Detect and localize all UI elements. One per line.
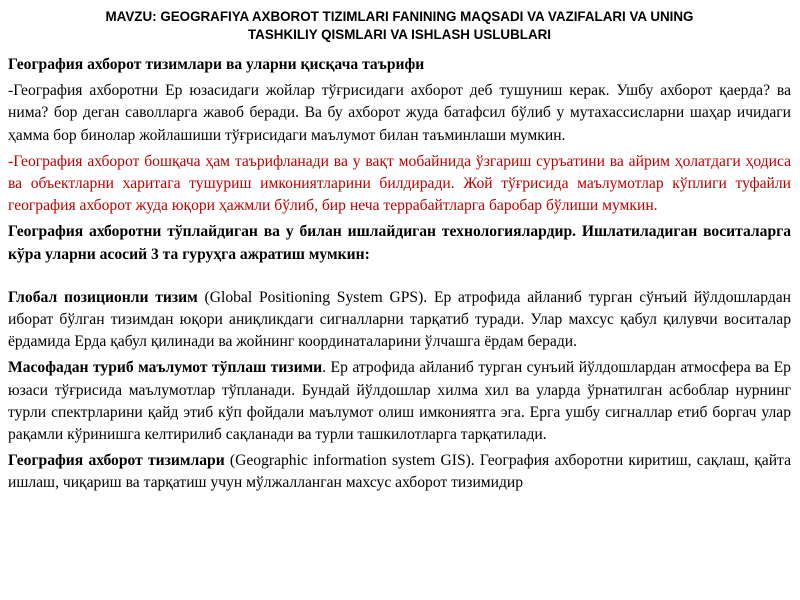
- title-line-1: MAVZU: GEOGRAFIYA AXBOROT TIZIMLARI FANINING MAQSADI VA VAZIFALARI VA UNING: [105, 9, 694, 24]
- remote-sensing-description: . Ер атрофида айланиб турган сунъий йўлдошлардан атмосфера ва Ер юзаси тўғрисида маълумотлар тўпланади. Бундай йўлдошлар хилма хил ва уларда ўрнатилган асбоблар нурнинг турли спектрларини қайд этиб кўп фойдали маълумот олиш имкониятга эга. Ерга ушбу сигналлар етиб боргач улар рақамли кўринишга келтирилиб сақланади ва турли ташкилотларга тарқатилади.: [8, 359, 791, 444]
- remote-sensing-term: Масофадан туриб маълумот тўплаш тизими: [8, 359, 323, 377]
- gps-term: Глобал позиционли тизим: [8, 288, 198, 306]
- paragraph-technologies: География ахборотни тўплайдиган ва у билан ишлайдиган технологиялардир. Ишлатиладиган воситаларга кўра уларни асосий 3 та гуруҳга ажратиш мумкин:: [8, 223, 791, 263]
- paragraph-definition: -География ахборотни Ер юзасидаги жойлар тўғрисидаги ахборот деб тушуниш керак. Ушбу ахборот қаерда? ва нима? бор деган саволларга жавоб беради. Ва бу ахборот жуда батафсил бўлиб у мутахассисларни шаҳар ичидаги ҳамма бор бинолар жойлашиши тўғрисидаги маълумот билан таъминлаши мумкин.: [8, 82, 791, 144]
- paragraph-remote-sensing: [8, 357, 791, 446]
- section-heading: География ахборот тизимлари ва уларни қисқача таърифи: [8, 56, 425, 73]
- page-title: [18, 8, 781, 44]
- paragraph-gis: [8, 450, 791, 494]
- title-line-2: TASHKILIY QISMLARI VA ISHLASH USLUBLARI: [247, 27, 552, 42]
- gis-description: (Geographic information system GIS). География ахборотни киритиш, сақлаш, қайта ишлаш, чиқариш ва тарқатиш учун мўлжалланган махсус ахборот тизимидир: [8, 452, 791, 492]
- spacer: [8, 270, 791, 287]
- paragraph-gps: [8, 287, 791, 354]
- gps-description: (Global Positioning System GPS). Ер атрофида айланиб турган сўнъий йўлдошлардан иборат бўлган тизимдан юқори аниқликдаги сигналларни тарқатиб туради. Улар махсус қабул қилувчи воситалар ёрдамида Ерда қабул қилинади ва жойнинг координаталарини ўлчашга ёрдам беради.: [8, 288, 791, 351]
- gis-term: География ахборот тизимлари: [8, 452, 225, 470]
- paragraph-definition-alt: -География ахборот бошқача ҳам таърифланади ва у вақт мобайнида ўзгариш суръатини ва айрим ҳолатдаги ҳодиса ва объектларни харитага тушуриш имкониятларини билдиради. Жой тўғрисида маълумотлар кўплиги туфайли география ахборот жуда юқори ҳажмли бўлиб, бир неча террабайтларга баробар бўлиши мумкин.: [8, 152, 791, 215]
